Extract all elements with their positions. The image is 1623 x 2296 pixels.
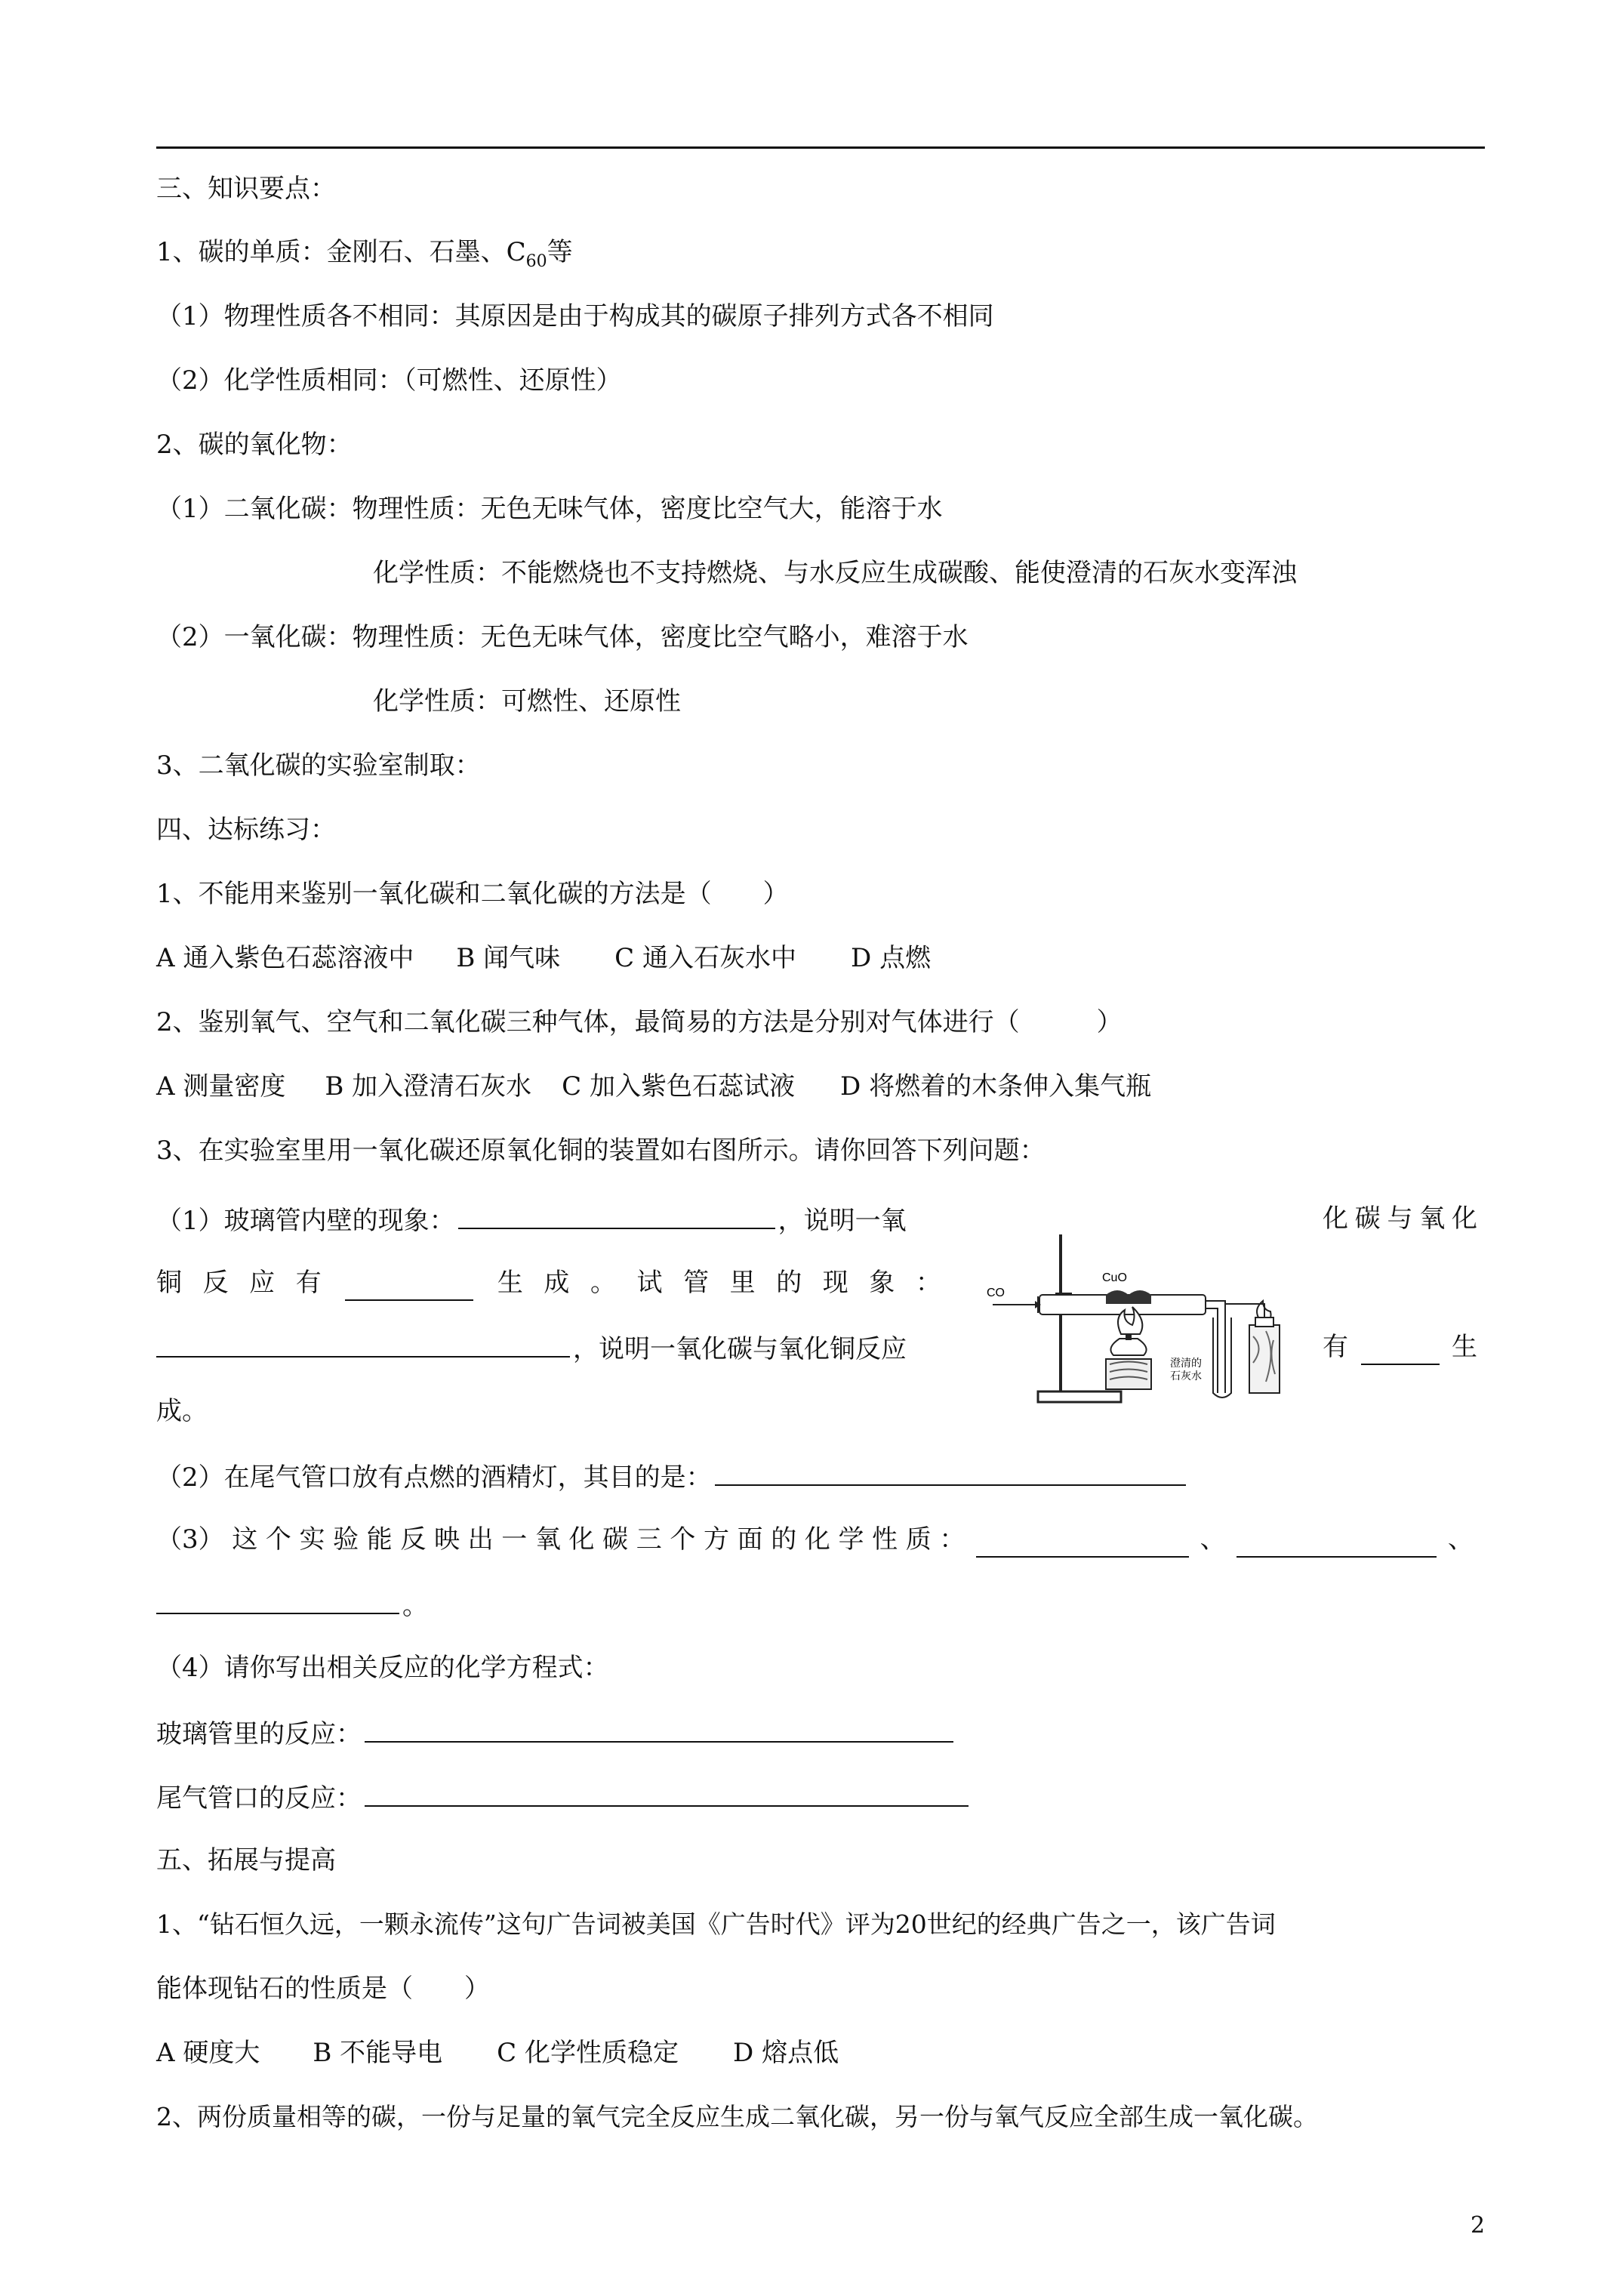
extension-q1-line1: 1、“钻石恒久远，一颗永流传”这句广告词被美国《广告时代》评为20世纪的经典广告之一，该广告词	[156, 1909, 1276, 1939]
answer-blank[interactable]	[1361, 1336, 1440, 1365]
practice-q3-4b: 尾气管口的反应：	[156, 1778, 972, 1817]
practice-q3-2: （2）在尾气管口放有点燃的酒精灯，其目的是：	[156, 1457, 1189, 1496]
page-number: 2	[1471, 2212, 1486, 2239]
knowledge-item-2-1a: （1）二氧化碳：物理性质：无色无味气体，密度比空气大，能溶于水	[156, 494, 943, 524]
option: C 化学性质稳定	[497, 2038, 679, 2068]
practice-q3-1-line4: 成。	[156, 1396, 208, 1426]
practice-q3-3: （3） 这 个 实 验 能 反 映 出 一 氧 化 碳 三 个 方 面 的 化 学 性 质 ： 、 、	[156, 1521, 1474, 1558]
practice-q2-options	[156, 1068, 1151, 1105]
practice-q3-1-line1-right: 化 碳 与 氧 化	[1323, 1203, 1477, 1234]
figure-label-cuo: CuO	[1102, 1271, 1127, 1284]
option: A 测量密度	[156, 1071, 286, 1102]
extension-q1-line2: 能体现钻石的性质是（ ）	[156, 1974, 490, 2004]
answer-blank[interactable]	[976, 1529, 1189, 1558]
practice-q1: 1、不能用来鉴别一氧化碳和二氧化碳的方法是（ ）	[156, 879, 789, 909]
knowledge-item-1-1: （1）物理性质各不相同：其原因是由于构成其的碳原子排列方式各不相同	[156, 301, 994, 331]
answer-blank[interactable]	[715, 1457, 1186, 1486]
option: D 熔点低	[733, 2038, 839, 2068]
header-rule	[156, 146, 1485, 149]
option: B 加入澄清石灰水	[325, 1071, 532, 1102]
answer-blank[interactable]	[365, 1778, 969, 1807]
practice-q2: 2、鉴别氧气、空气和二氧化碳三种气体，最简易的方法是分别对气体进行（ ）	[156, 1007, 1123, 1037]
option: C 通入石灰水中	[614, 943, 796, 973]
option: B 闻气味	[456, 943, 561, 973]
figure-label-lime-1: 澄清的	[1170, 1357, 1202, 1369]
knowledge-item-1: 1、碳的单质：金刚石、石墨、$C_{60}$等	[156, 237, 573, 271]
practice-q3-1-line1: （1）玻璃管内壁的现象： ，说明一氧	[156, 1200, 907, 1239]
figure-label-co: CO	[987, 1287, 1005, 1299]
practice-q3-1-line2: 铜 反 应 有 生 成 。 试 管 里 的 现 象 ：	[156, 1265, 941, 1301]
knowledge-item-3: 3、二氧化碳的实验室制取：	[156, 750, 481, 781]
section-heading-practice: 四、达标练习：	[156, 815, 336, 845]
practice-q3-1-line3: ，说明一氧化碳与氧化铜反应	[156, 1329, 907, 1367]
answer-blank[interactable]	[156, 1586, 399, 1614]
option: B 不能导电	[313, 2038, 443, 2068]
answer-blank[interactable]	[458, 1200, 775, 1229]
section-heading-extension: 五、拓展与提高	[156, 1845, 336, 1875]
practice-q3-1-line3-right: 有 生	[1323, 1329, 1477, 1365]
option: A 硬度大	[156, 2038, 260, 2068]
knowledge-item-2-2a: （2）一氧化碳：物理性质：无色无味气体，密度比空气略小，难溶于水	[156, 622, 969, 652]
answer-blank[interactable]	[365, 1714, 953, 1743]
answer-blank[interactable]	[1236, 1529, 1437, 1558]
knowledge-item-1-2: （2）化学性质相同：（可燃性、还原性）	[156, 365, 622, 396]
practice-q1-options	[156, 940, 931, 976]
knowledge-item-2: 2、碳的氧化物：	[156, 430, 353, 460]
figure-label-lime-2: 石灰水	[1170, 1370, 1202, 1382]
practice-q3-4a: 玻璃管里的反应：	[156, 1714, 956, 1752]
co-reduction-apparatus-figure	[985, 1204, 1317, 1408]
option: D 将燃着的木条伸入集气瓶	[840, 1071, 1152, 1102]
practice-q3-3-cont: 。	[156, 1586, 428, 1624]
extension-q1-options	[156, 2035, 839, 2071]
practice-q3-4: （4）请你写出相关反应的化学方程式：	[156, 1653, 609, 1683]
answer-blank[interactable]	[345, 1272, 473, 1301]
knowledge-item-2-1b: 化学性质：不能燃烧也不支持燃烧、与水反应生成碳酸、能使澄清的石灰水变浑浊	[373, 558, 1297, 588]
practice-q3: 3、在实验室里用一氧化碳还原氧化铜的装置如右图所示。请你回答下列问题：	[156, 1136, 1046, 1166]
option: C 加入紫色石蕊试液	[562, 1071, 795, 1102]
answer-blank[interactable]	[156, 1329, 570, 1358]
knowledge-item-2-2b: 化学性质：可燃性、还原性	[373, 686, 681, 717]
extension-q2: 2、两份质量相等的碳，一份与足量的氧气完全反应生成二氧化碳，另一份与氧气反应全部生成一氧化碳。	[156, 2102, 1318, 2131]
option: D 点燃	[851, 943, 932, 973]
option: A 通入紫色石蕊溶液中	[156, 943, 414, 973]
section-heading-knowledge: 三、知识要点：	[156, 174, 336, 204]
